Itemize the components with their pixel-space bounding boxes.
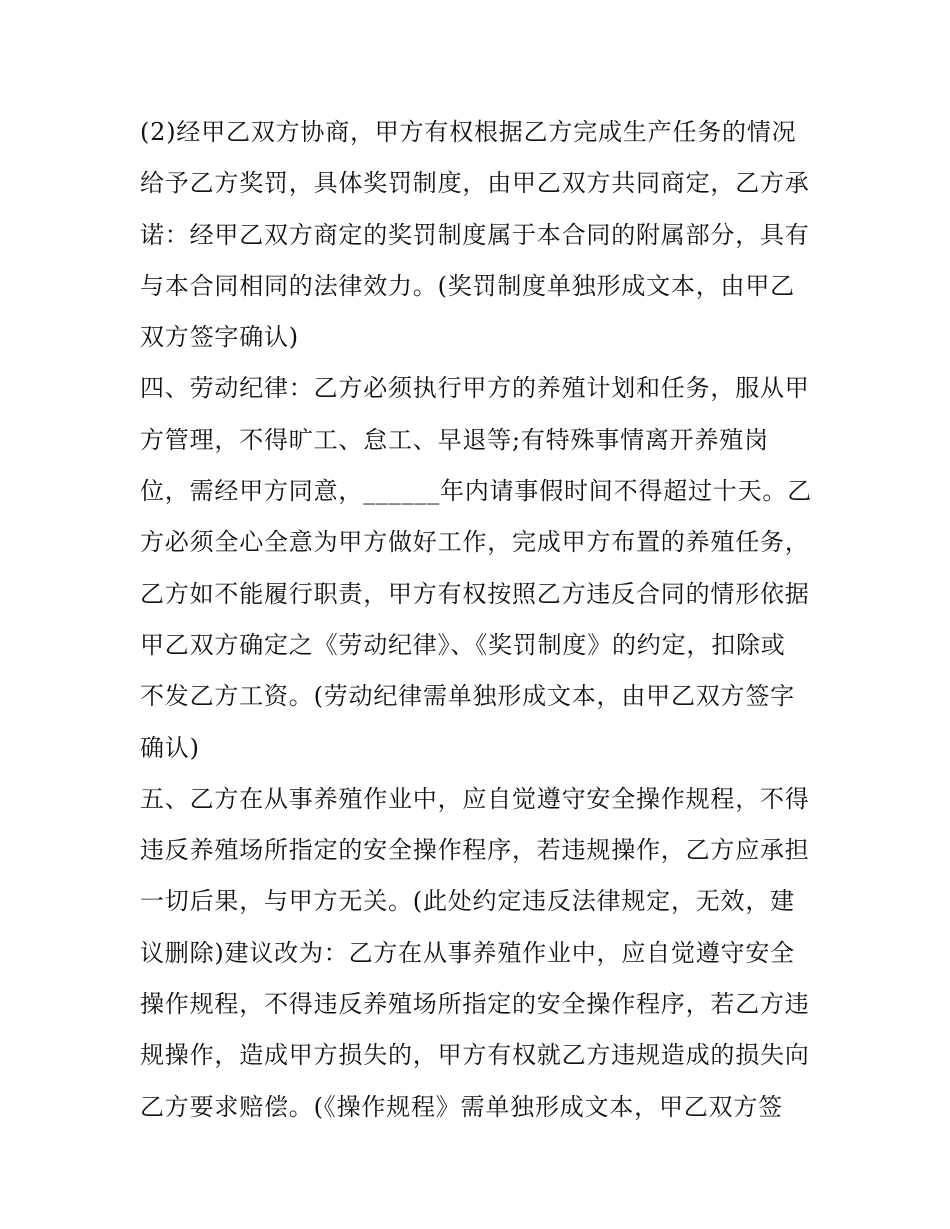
text-line-5: 双方签字确认) (140, 323, 299, 352)
text-line-12: 不发乙方工资。(劳动纪律需单独形成文本，由甲乙双方签字 (140, 682, 795, 711)
text-line-13: 确认) (140, 733, 200, 762)
text-line-10: 乙方如不能履行职责，甲方有权按照乙方违反合同的情形依据 (140, 579, 810, 608)
text-line-20: 乙方要求赔偿。(《操作规程》需单独形成文本，甲乙双方签 (140, 1092, 783, 1121)
contract-text (140, 107, 820, 1133)
text-line-14: 五、乙方在从事养殖作业中，应自觉遵守安全操作规程，不得 (140, 784, 810, 813)
text-line-2: 给予乙方奖罚，具体奖罚制度，由甲乙双方共同商定，乙方承 (140, 169, 810, 198)
text-line-1: (2)经甲乙双方协商，甲方有权根据乙方完成生产任务的情况 (140, 118, 797, 146)
text-line-16: 一切后果，与甲方无关。(此处约定违反法律规定，无效，建 (140, 887, 795, 916)
text-line-11: 甲乙双方确定之《劳动纪律》、《奖罚制度》的约定，扣除或 (140, 630, 786, 659)
text-line-17: 议删除)建议改为：乙方在从事养殖作业中，应自觉遵守安全 (140, 938, 795, 967)
text-line-3: 诺：经甲乙双方商定的奖罚制度属于本合同的附属部分，具有 (140, 220, 810, 249)
text-line-8: 位，需经甲方同意，______年内请事假时间不得超过十天。乙 (140, 477, 812, 506)
text-line-4: 与本合同相同的法律效力。(奖罚制度单独形成文本，由甲乙 (140, 271, 795, 300)
text-line-6: 四、劳动纪律：乙方必须执行甲方的养殖计划和任务，服从甲 (140, 374, 810, 403)
text-line-15: 违反养殖场所指定的安全操作程序，若违规操作，乙方应承担 (140, 836, 810, 865)
text-line-18: 操作规程，不得违反养殖场所指定的安全操作程序，若乙方违 (140, 990, 810, 1019)
text-line-9: 方必须全心全意为甲方做好工作，完成甲方布置的养殖任务， (140, 528, 810, 557)
text-line-19: 规操作，造成甲方损失的，甲方有权就乙方违规造成的损失向 (140, 1041, 810, 1070)
text-line-7: 方管理，不得旷工、怠工、早退等;有特殊事情离开养殖岗 (140, 425, 769, 454)
